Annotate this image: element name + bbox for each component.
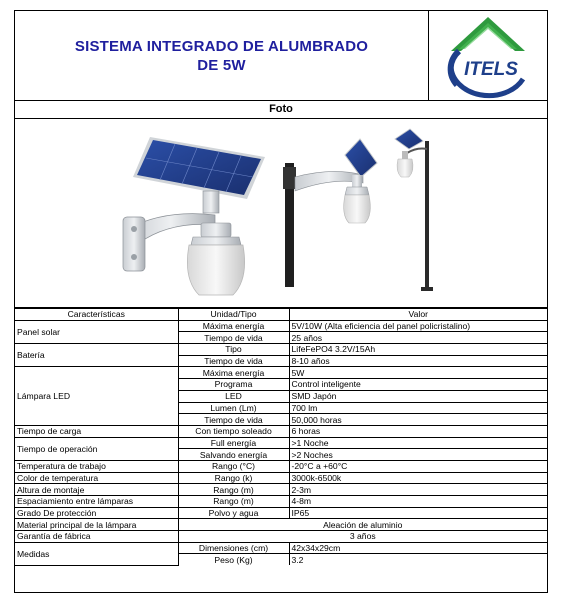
row-unit: Tiempo de vida bbox=[178, 332, 289, 344]
row-label: Medidas bbox=[15, 542, 178, 565]
row-unit: Lumen (Lm) bbox=[178, 402, 289, 414]
row-unit: Full energía bbox=[178, 437, 289, 449]
row-value: 3 años bbox=[178, 531, 547, 543]
row-value: >1 Noche bbox=[289, 437, 547, 449]
row-label: Color de temperatura bbox=[15, 472, 178, 484]
row-value: 5V/10W (Alta eficiencia del panel policristalino) bbox=[289, 320, 547, 332]
row-unit: Tiempo de vida bbox=[178, 355, 289, 367]
row-value: 5W bbox=[289, 367, 547, 379]
row-unit: Tipo bbox=[178, 344, 289, 356]
row-label: Lámpara LED bbox=[15, 367, 178, 425]
row-value: 25 años bbox=[289, 332, 547, 344]
row-unit: Rango (m) bbox=[178, 496, 289, 508]
row-value: 6 horas bbox=[289, 425, 547, 437]
table-row bbox=[15, 519, 547, 531]
lamp-wall-mounted-image bbox=[123, 137, 265, 295]
table-row bbox=[15, 367, 547, 379]
row-value: 50,000 horas bbox=[289, 414, 547, 426]
row-unit: Salvando energía bbox=[178, 449, 289, 461]
specifications-table bbox=[15, 308, 547, 566]
table-header-row bbox=[15, 309, 547, 321]
row-label: Altura de montaje bbox=[15, 484, 178, 496]
logo-text: ITELS bbox=[464, 59, 518, 80]
row-unit: Rango (°C) bbox=[178, 460, 289, 472]
row-value: Aleación de aluminio bbox=[178, 519, 547, 531]
row-label: Tiempo de operación bbox=[15, 437, 178, 460]
row-unit: Tiempo de vida bbox=[178, 414, 289, 426]
row-value: 42x34x29cm bbox=[289, 542, 547, 554]
itels-logo bbox=[429, 11, 547, 100]
row-unit: Rango (k) bbox=[178, 472, 289, 484]
header-valor: Valor bbox=[289, 309, 547, 321]
table-row bbox=[15, 496, 547, 508]
row-label: Tiempo de carga bbox=[15, 425, 178, 437]
title-cell bbox=[15, 11, 429, 100]
table-row bbox=[15, 484, 547, 496]
foto-label: Foto bbox=[15, 100, 547, 119]
table-row bbox=[15, 460, 547, 472]
row-value: IP65 bbox=[289, 507, 547, 519]
table-row bbox=[15, 425, 547, 437]
row-label: Grado De protección bbox=[15, 507, 178, 519]
row-unit: LED bbox=[178, 390, 289, 402]
row-label: Garantía de fábrica bbox=[15, 531, 178, 543]
table-row bbox=[15, 507, 547, 519]
row-label: Temperatura de trabajo bbox=[15, 460, 178, 472]
header-unidad: Unidad/Tipo bbox=[178, 309, 289, 321]
row-value: SMD Japón bbox=[289, 390, 547, 402]
row-label: Material principal de la lámpara bbox=[15, 519, 178, 531]
lamp-on-tall-pole-image bbox=[395, 129, 433, 291]
row-value: 3000k-6500k bbox=[289, 472, 547, 484]
row-unit: Máxima energía bbox=[178, 367, 289, 379]
row-unit: Rango (m) bbox=[178, 484, 289, 496]
document-title bbox=[75, 37, 368, 75]
row-label: Batería bbox=[15, 344, 178, 367]
spec-sheet bbox=[14, 10, 548, 593]
product-photo bbox=[15, 119, 547, 308]
table-row bbox=[15, 531, 547, 543]
table-row bbox=[15, 344, 547, 356]
row-label: Espaciamiento entre lámparas bbox=[15, 496, 178, 508]
row-value: 8-10 años bbox=[289, 355, 547, 367]
row-label: Panel solar bbox=[15, 320, 178, 343]
header-caracteristicas: Características bbox=[15, 309, 178, 321]
row-unit: Polvo y agua bbox=[178, 507, 289, 519]
row-value: 4-8m bbox=[289, 496, 547, 508]
table-row bbox=[15, 437, 547, 449]
row-value: 3.2 bbox=[289, 554, 547, 565]
title-line-2: DE 5W bbox=[197, 56, 246, 74]
title-line-1: SISTEMA INTEGRADO DE ALUMBRADO bbox=[74, 37, 369, 55]
row-unit: Dimensiones (cm) bbox=[178, 542, 289, 554]
row-unit: Máxima energía bbox=[178, 320, 289, 332]
header bbox=[15, 11, 547, 101]
row-value: 2-3m bbox=[289, 484, 547, 496]
row-value: -20°C a +60°C bbox=[289, 460, 547, 472]
table-row bbox=[15, 472, 547, 484]
lamp-on-post-image bbox=[283, 139, 377, 287]
row-unit: Peso (Kg) bbox=[178, 554, 289, 565]
row-value: >2 Noches bbox=[289, 449, 547, 461]
table-row bbox=[15, 320, 547, 332]
row-value: LifeFePO4 3.2V/15Ah bbox=[289, 344, 547, 356]
table-row bbox=[15, 542, 547, 554]
row-unit: Programa bbox=[178, 379, 289, 391]
row-value: Control inteligente bbox=[289, 379, 547, 391]
row-unit: Con tiempo soleado bbox=[178, 425, 289, 437]
row-value: 700 lm bbox=[289, 402, 547, 414]
